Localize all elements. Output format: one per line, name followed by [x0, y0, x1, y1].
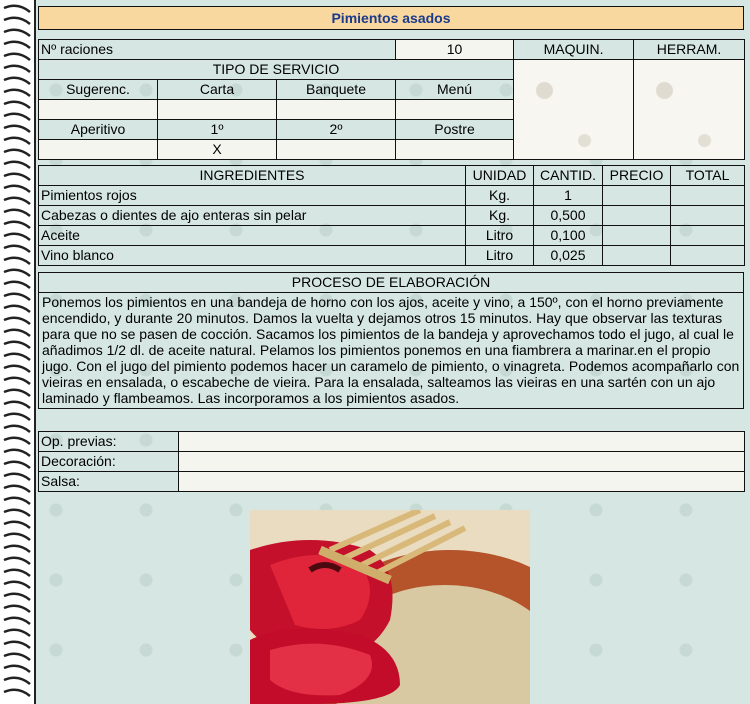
- table-row: [39, 206, 745, 226]
- servicio-mark: [39, 100, 158, 120]
- herram-label: HERRAM.: [634, 40, 745, 60]
- table-row: [39, 246, 745, 266]
- servicio-mark: [277, 140, 396, 160]
- cantidad-header: CANTID.: [534, 166, 603, 186]
- ingredient-cantidad: 1: [534, 186, 603, 206]
- servicio-mark: [39, 140, 158, 160]
- decoracion-value: [179, 452, 745, 472]
- ingredient-name: Aceite: [39, 226, 466, 246]
- ingredient-precio: [603, 186, 671, 206]
- ingredient-total: [671, 226, 745, 246]
- extras-table: [38, 431, 745, 492]
- ingredient-cantidad: 0,500: [534, 206, 603, 226]
- proceso-table: [38, 272, 744, 409]
- servicio-postre: Postre: [396, 120, 514, 140]
- servicio-mark: [277, 100, 396, 120]
- header-table: [38, 39, 745, 160]
- recipe-title: Pimientos asados: [39, 7, 744, 30]
- decoracion-label: Decoración:: [39, 452, 179, 472]
- servicio-banquete: Banquete: [277, 80, 396, 100]
- proceso-text: Ponemos los pimientos en una bandeja de horno con los ajos, aceite y vino, a 150º, con el horno previamente encendido, y durante 20 minutos. Damos la vuelta y dejamos otros 15 minutos. Hay que observar las texturas para que no se pasen de cocción. Sacamos los pimientos de la bandeja y aprovechamos todo el jugo, al cual le añadimos 1/2 dl. de aceite natural. Pelamos los pimientos ponemos en una fiambrera a marinar.en el propio jugo. Con el jugo del pimiento podemos hacer un caramelo de pimiento, o vinagreta. Podemos acompañarlo con vieiras en ensalada, o escabeche de vieira. Para la ensalada, salteamos las vieiras en una sartén con un ajo laminado y flambeamos. Las incorporamos a los pimientos asados.: [39, 293, 744, 409]
- maquin-cell: [514, 60, 634, 160]
- ingredient-name: Pimientos rojos: [39, 186, 466, 206]
- ingredient-total: [671, 206, 745, 226]
- ingredient-total: [671, 186, 745, 206]
- servicio-mark: [396, 140, 514, 160]
- herram-cell: [634, 60, 745, 160]
- title-table: [38, 6, 744, 30]
- salsa-value: [179, 472, 745, 492]
- salsa-label: Salsa:: [39, 472, 179, 492]
- servicio-menu: Menú: [396, 80, 514, 100]
- servicio-mark: [396, 100, 514, 120]
- op-previas-label: Op. previas:: [39, 432, 179, 452]
- servicio-segundo: 2º: [277, 120, 396, 140]
- servicio-primero: 1º: [158, 120, 277, 140]
- table-row: [39, 186, 745, 206]
- raciones-label: Nº raciones: [39, 40, 396, 60]
- servicio-mark: X: [158, 140, 277, 160]
- ingredient-precio: [603, 246, 671, 266]
- spiral-binding: [0, 0, 36, 704]
- proceso-heading: PROCESO DE ELABORACIÓN: [39, 273, 744, 293]
- servicio-carta: Carta: [158, 80, 277, 100]
- ingredient-total: [671, 246, 745, 266]
- servicio-aperitivo: Aperitivo: [39, 120, 158, 140]
- maquin-label: MAQUIN.: [514, 40, 634, 60]
- ingredient-cantidad: 0,100: [534, 226, 603, 246]
- ingredient-unidad: Litro: [466, 246, 534, 266]
- ingredient-unidad: Kg.: [466, 206, 534, 226]
- raciones-value: 10: [396, 40, 514, 60]
- table-row: [39, 226, 745, 246]
- ingredient-unidad: Litro: [466, 226, 534, 246]
- ingredients-header: INGREDIENTES: [39, 166, 466, 186]
- servicio-sugerenc: Sugerenc.: [39, 80, 158, 100]
- ingredient-name: Cabezas o dientes de ajo enteras sin pelar: [39, 206, 466, 226]
- ingredient-precio: [603, 226, 671, 246]
- op-previas-value: [179, 432, 745, 452]
- total-header: TOTAL: [671, 166, 745, 186]
- dish-photo: [250, 510, 530, 704]
- precio-header: PRECIO: [603, 166, 671, 186]
- recipe-sheet: [36, 0, 750, 704]
- servicio-mark: [158, 100, 277, 120]
- servicio-heading: TIPO DE SERVICIO: [39, 60, 514, 80]
- ingredient-cantidad: 0,025: [534, 246, 603, 266]
- ingredients-table: [38, 165, 745, 266]
- ingredient-name: Vino blanco: [39, 246, 466, 266]
- ingredient-precio: [603, 206, 671, 226]
- ingredient-unidad: Kg.: [466, 186, 534, 206]
- unidad-header: UNIDAD: [466, 166, 534, 186]
